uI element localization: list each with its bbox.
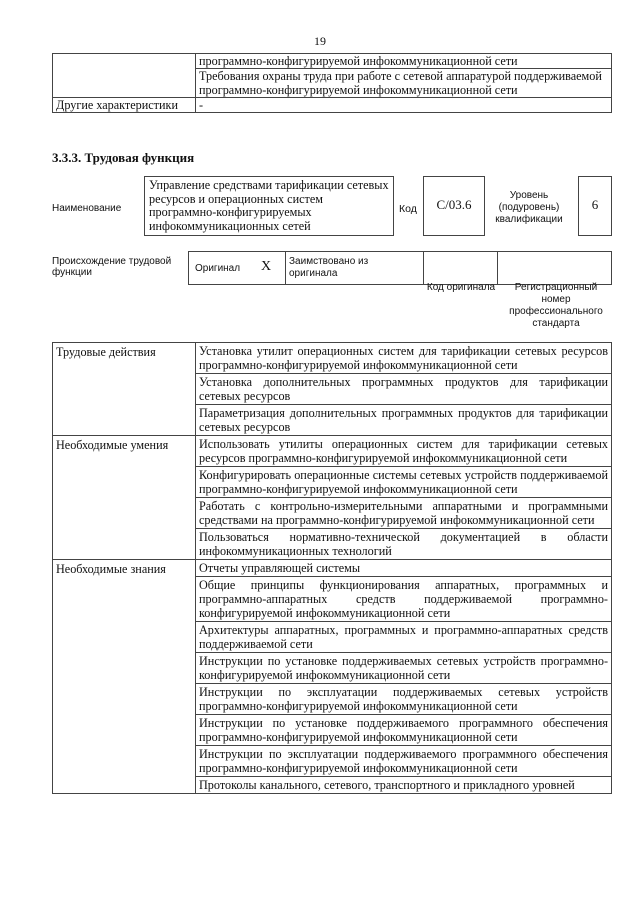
list-item: Общие принципы функционирования аппаратных, программных и программно-аппаратных средств поддерживаемой программно-конфигурируемой инфокоммуникационной сети: [196, 577, 612, 622]
cell-divider: [423, 252, 424, 284]
table-row: [53, 436, 612, 467]
list-item: Параметризация дополнительных программных продуктов для тарификации сетевых ресурсов: [196, 405, 612, 436]
list-item: Протоколы канального, сетевого, транспортного и прикладного уровней: [196, 777, 612, 794]
list-item: Инструкции по установке поддерживаемых сетевых устройств программно-конфигурируемой инфокоммуникационной сети: [196, 653, 612, 684]
category-cell: Необходимые умения: [53, 436, 196, 560]
list-item: Архитектуры аппаратных, программных и программно-аппаратных средств поддерживаемой сети: [196, 622, 612, 653]
reg-number-caption: Регистрационный номер профессионального стандарта: [509, 282, 603, 329]
table-row: [53, 343, 612, 374]
origin-row: [188, 251, 612, 285]
list-item: Отчеты управляющей системы: [196, 560, 612, 577]
level-value: 6: [578, 176, 612, 236]
list-item: Установка дополнительных программных продуктов для тарификации сетевых ресурсов: [196, 374, 612, 405]
level-label: Уровень (подуровень) квалификации: [495, 190, 563, 225]
section-title: 3.3.3. Трудовая функция: [52, 150, 195, 165]
category-cell: Трудовые действия: [53, 343, 196, 436]
cell-divider: [497, 252, 498, 284]
list-item: Использовать утилиты операционных систем для тарификации сетевых ресурсов программно-конфигурируемой инфокоммуникационной сети: [196, 436, 612, 467]
list-item: Инструкции по установке поддерживаемого программного обеспечения программно-конфигурируемой инфокоммуникационной сети: [196, 715, 612, 746]
original-label: Оригинал: [195, 263, 241, 274]
borrowed-label: Заимствовано из оригинала: [289, 256, 369, 279]
category-cell: Необходимые знания: [53, 560, 196, 794]
original-mark: X: [261, 259, 272, 274]
top-table: [52, 53, 612, 113]
list-item: Установка утилит операционных систем для тарификации сетевых ресурсов программно-конфигурируемой инфокоммуникационной сети: [196, 343, 612, 374]
code-label: Код: [399, 203, 417, 215]
list-item: Конфигурировать операционные системы сетевых устройств поддерживаемой программно-конфигурируемой инфокоммуникационной сети: [196, 467, 612, 498]
name-label: Наименование: [52, 203, 122, 214]
function-name: Управление средствами тарификации сетевых ресурсов и операционных систем программно-конфигурируемых инфокоммуникационных сетей: [144, 176, 394, 236]
table-row: [53, 54, 612, 69]
list-item: Инструкции по эксплуатации поддерживаемых сетевых устройств программно-конфигурируемой инфокоммуникационной сети: [196, 684, 612, 715]
row-label: [53, 54, 196, 98]
code-original-caption: Код оригинала: [426, 282, 496, 293]
table-row: [53, 560, 612, 577]
list-item: Пользоваться нормативно-технической документацией в области инфокоммуникационных технологий: [196, 529, 612, 560]
row-label: Другие характеристики: [53, 98, 196, 113]
list-item: Работать с контрольно-измерительными аппаратными и программными средствами на программно-конфигурируемой инфокоммуникационной сети: [196, 498, 612, 529]
row-value: -: [196, 98, 612, 113]
cell-divider: [285, 252, 286, 284]
row-value: Требования охраны труда при работе с сетевой аппаратурой поддерживаемой программно-конфигурируемой инфокоммуникационной сети: [196, 69, 612, 98]
main-table: [52, 342, 612, 794]
origin-label: Происхождение трудовой функции: [52, 256, 172, 278]
list-item: Инструкции по эксплуатации поддерживаемого программного обеспечения программно-конфигурируемой инфокоммуникационной сети: [196, 746, 612, 777]
page-number: 19: [314, 34, 326, 48]
row-value: программно-конфигурируемой инфокоммуникационной сети: [196, 54, 612, 69]
table-row: [53, 98, 612, 113]
code-value: C/03.6: [423, 176, 485, 236]
